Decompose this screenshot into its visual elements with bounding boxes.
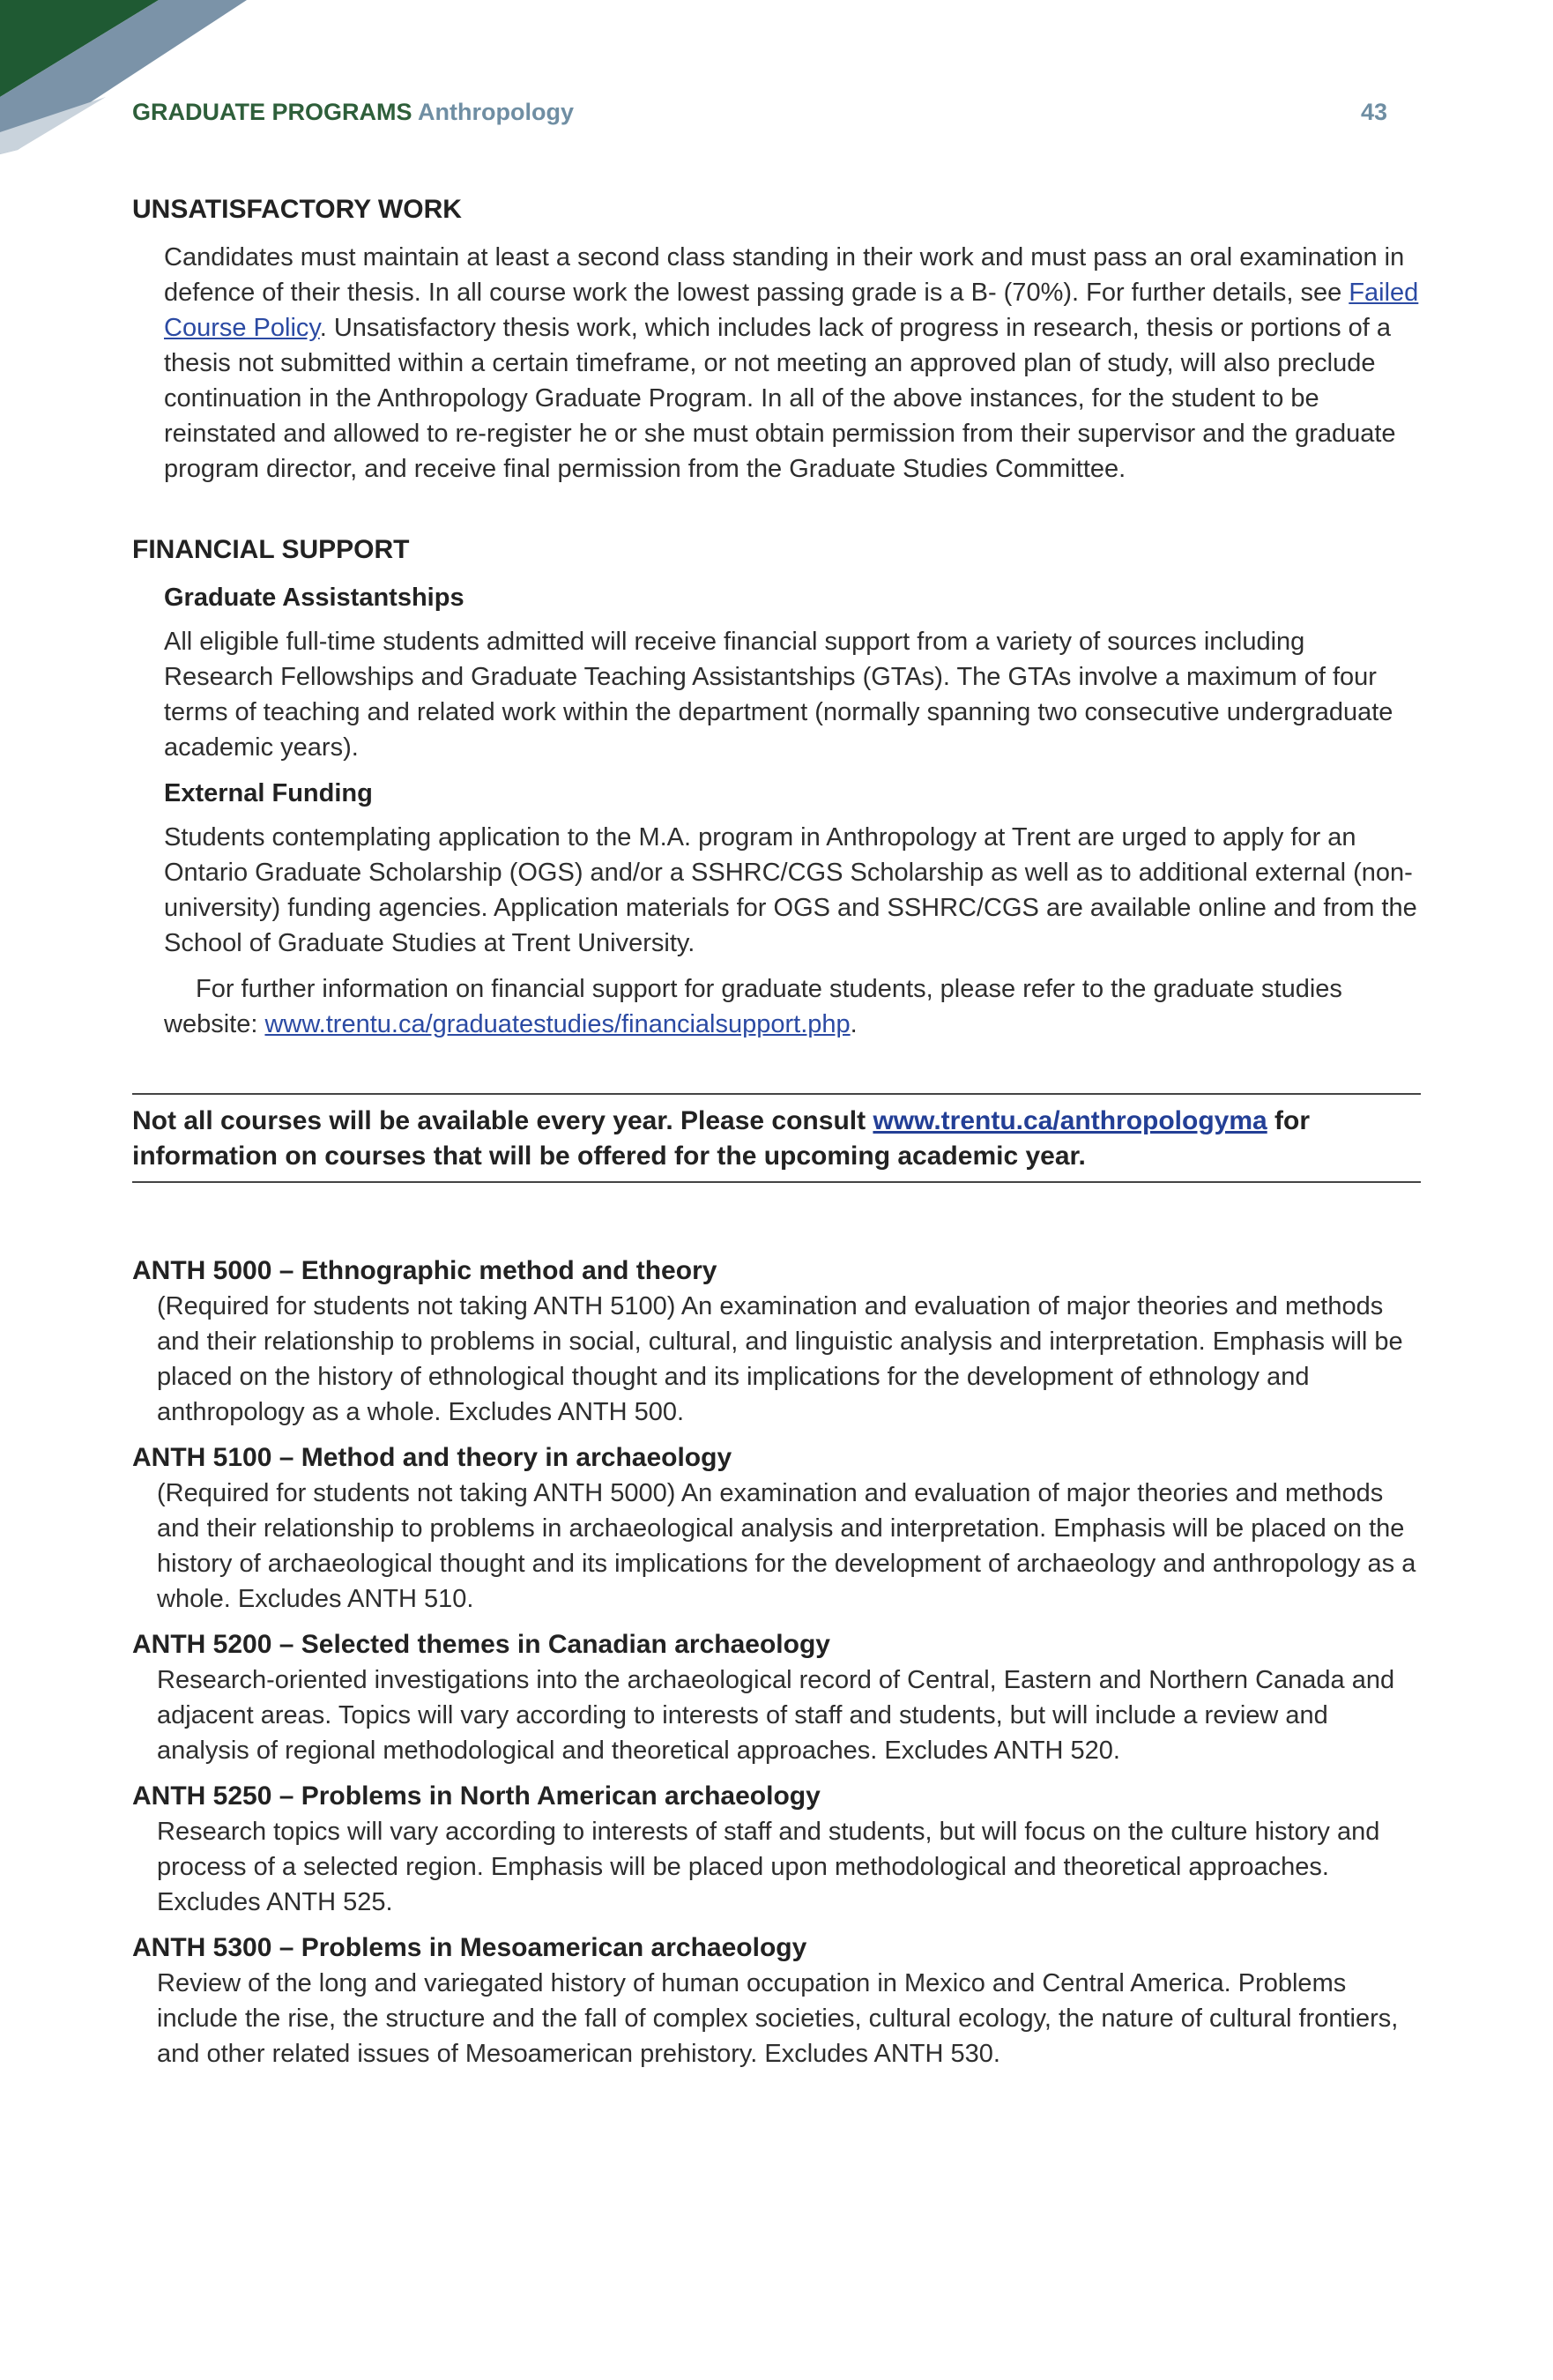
unsatisfactory-work-text bbox=[164, 240, 1421, 487]
course-description: Research topics will vary according to interests of staff and students, but will focus on the culture history and process of a selected region. Emphasis will be placed upon methodological and theoretical approaches. Excludes ANTH 525. bbox=[157, 1818, 1380, 1916]
anthropology-ma-link[interactable]: www.trentu.ca/anthropologyma bbox=[873, 1106, 1267, 1135]
external-funding-heading: External Funding bbox=[164, 779, 373, 807]
course-title: ANTH 5200 – Selected themes in Canadian archaeology bbox=[132, 1630, 830, 1659]
graduate-assistantships-heading: Graduate Assistantships bbox=[164, 584, 464, 612]
graduate-assistantships-text: All eligible full-time students admitted will receive financial support from a variety of sources including Research Fellowships and Graduate Teaching Assistantships (GTAs). The GTAs involve a maximum of four terms of teaching and related work within the department (normally spanning two consecutive undergraduate academic years). bbox=[164, 628, 1393, 762]
course-title: ANTH 5000 – Ethnographic method and theory bbox=[132, 1256, 717, 1285]
course-entry bbox=[132, 1930, 1421, 2071]
main-content bbox=[132, 192, 1421, 2082]
course-description: Research-oriented investigations into the archaeological record of Central, Eastern and Northern Canada and adjacent areas. Topics will vary according to interests of staff and students, but will include a review and analysis of regional methodological and theoretical approaches. Excludes ANTH 520. bbox=[157, 1666, 1395, 1765]
text-segment: Candidates must maintain at least a second class standing in their work and must pass an oral examination in defence of their thesis. In all course work the lowest passing grade is a B- (70%). For further details, see bbox=[164, 243, 1405, 307]
course-description: Review of the long and variegated history of human occupation in Mexico and Central America. Problems include the rise, the structure and the fall of complex societies, cultural ecology, the nature of cultural frontiers, and other related issues of Mesoamerican prehistory. Excludes ANTH 530. bbox=[157, 1969, 1399, 2068]
course-description: (Required for students not taking ANTH 5000) An examination and evaluation of major theories and methods and their relationship to problems in archaeological analysis and interpretation. Emphasis will be placed on the history of archaeological thought and its implications for the development of archaeology and anthropology as a whole. Excludes ANTH 510. bbox=[157, 1479, 1416, 1613]
text-segment: . bbox=[850, 1010, 858, 1038]
course-list bbox=[132, 1253, 1421, 2071]
running-head bbox=[132, 99, 1421, 134]
financial-support-heading: FINANCIAL SUPPORT bbox=[132, 535, 410, 564]
course-title: ANTH 5100 – Method and theory in archaeology bbox=[132, 1443, 732, 1472]
text-segment: . Unsatisfactory thesis work, which includes lack of progress in research, thesis or portions of a thesis not submitted within a certain timeframe, or not meeting an approved plan of study, will also preclude continuation in the Anthropology Graduate Program. In all of the above instances, for the student to be reinstated and allowed to re-register he or she must obtain permission from their supervisor and the graduate program director, and receive final permission from the Graduate Studies Committee. bbox=[164, 314, 1396, 483]
course-entry bbox=[132, 1627, 1421, 1768]
course-availability-notice bbox=[132, 1093, 1421, 1183]
external-funding-text: Students contemplating application to the M.A. program in Anthropology at Trent are urged to apply for an Ontario Graduate Scholarship (OGS) and/or a SSHRC/CGS Scholarship as well as to additional external (non-university) funding agencies. Application materials for OGS and SSHRC/CGS are available online and from the School of Graduate Studies at Trent University. bbox=[164, 823, 1417, 957]
course-title: ANTH 5300 – Problems in Mesoamerican archaeology bbox=[132, 1933, 807, 1962]
course-title: ANTH 5250 – Problems in North American archaeology bbox=[132, 1781, 821, 1811]
unsatisfactory-work-heading: UNSATISFACTORY WORK bbox=[132, 195, 462, 224]
running-head-section: GRADUATE PROGRAMS bbox=[132, 99, 412, 125]
course-entry bbox=[132, 1779, 1421, 1920]
running-head-department: Anthropology bbox=[418, 99, 574, 125]
further-information-text bbox=[164, 971, 1421, 1042]
text-segment: for information on courses that will be offered for the upcoming academic year. bbox=[132, 1106, 1311, 1171]
course-description: (Required for students not taking ANTH 5100) An examination and evaluation of major theories and methods and their relationship to problems in social, cultural, and linguistic analysis and interpretation. Emphasis will be placed on the history of ethnological thought and its implications for the development of ethnology and anthropology as a whole. Excludes ANTH 500. bbox=[157, 1292, 1403, 1426]
text-segment: Not all courses will be available every year. Please consult bbox=[132, 1106, 873, 1135]
course-entry bbox=[132, 1440, 1421, 1617]
course-entry bbox=[132, 1253, 1421, 1430]
failed-course-policy-link[interactable]: Failed Course Policy bbox=[164, 279, 1419, 342]
text-segment: For further information on financial support for graduate students, please refer to the graduate studies website: bbox=[164, 975, 1342, 1038]
corner-decoration bbox=[0, 0, 247, 159]
page-number: 43 bbox=[1360, 99, 1387, 125]
financial-support-link[interactable]: www.trentu.ca/graduatestudies/financialsupport.php bbox=[264, 1010, 851, 1038]
